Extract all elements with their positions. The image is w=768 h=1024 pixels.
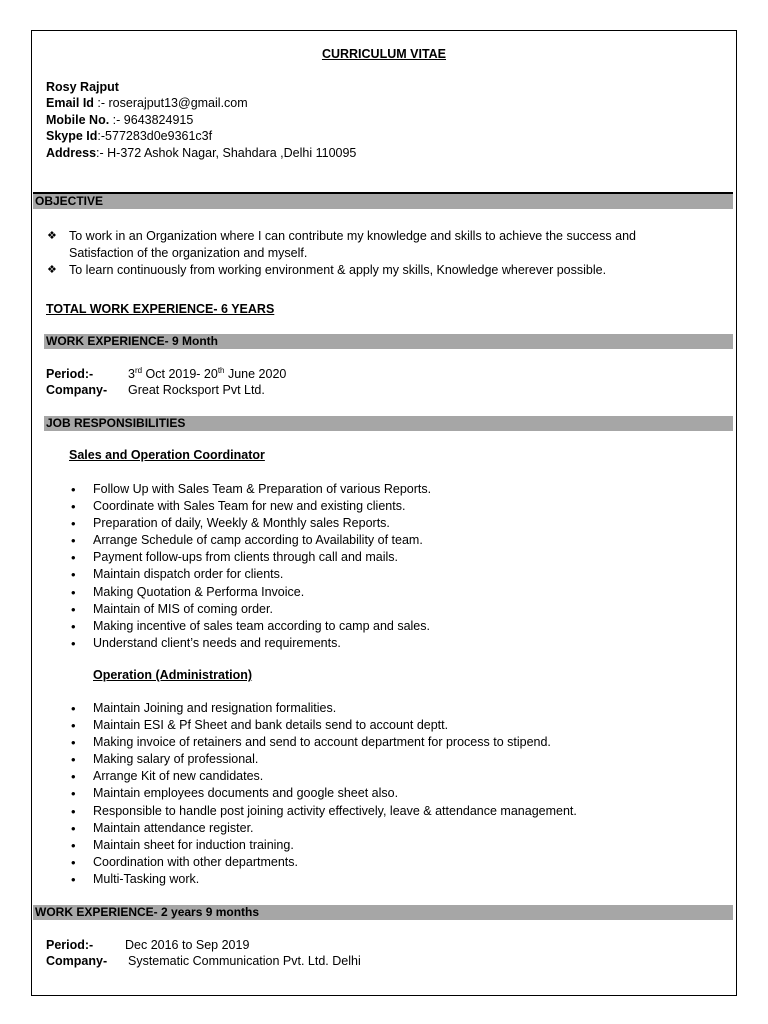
address-label: Address [46, 146, 97, 160]
objective-item-text: Satisfaction of the organization and myself. [69, 246, 308, 261]
role1-list [93, 481, 431, 652]
document-title: CURRICULUM VITAE [321, 47, 447, 61]
responsibility-item-text: Maintain of MIS of coming order. [93, 601, 273, 616]
responsibility-item [93, 734, 577, 751]
responsibility-item [93, 871, 577, 888]
objective-item-text: To learn continuously from working environment & apply my skills, Knowledge wherever possible. [69, 263, 607, 278]
responsibility-item [93, 584, 431, 601]
responsibility-item-text: Arrange Schedule of camp according to Availability of team. [93, 533, 423, 548]
responsibility-item-text: Coordinate with Sales Team for new and existing clients. [93, 499, 406, 514]
objective-item [69, 262, 636, 279]
responsibility-item-text: Preparation of daily, Weekly & Monthly sales Reports. [93, 516, 390, 531]
responsibility-item [93, 837, 577, 854]
experience2-company-value: Systematic Communication Pvt. Ltd. Delhi [128, 954, 361, 968]
mobile-line [46, 112, 193, 129]
objective-heading: OBJECTIVE [33, 194, 733, 209]
responsibility-item-text: Multi-Tasking work. [93, 871, 200, 886]
experience1-company-label: Company- [46, 383, 108, 397]
responsibility-item [93, 820, 577, 837]
experience1-period-label: Period:- [46, 367, 94, 381]
responsibility-item-text: Maintain attendance register. [93, 820, 254, 835]
responsibility-item [93, 803, 577, 820]
responsibility-item [93, 601, 431, 618]
address-value: :- H-372 Ashok Nagar, Shahdara ,Delhi 110095 [96, 146, 357, 160]
responsibility-item [93, 498, 431, 515]
responsibility-item [93, 717, 577, 734]
address-line [46, 145, 356, 162]
experience2-company-label: Company- [46, 954, 108, 968]
responsibility-item [93, 635, 431, 652]
candidate-name: Rosy Rajput [46, 80, 119, 94]
responsibility-item-text: Responsible to handle post joining activity effectively, leave & attendance management. [93, 803, 577, 818]
mobile-value: :- 9643824915 [109, 113, 194, 127]
mobile-label: Mobile No. [46, 113, 110, 127]
responsibility-item-text: Arrange Kit of new candidates. [93, 769, 264, 784]
period-end-suffix: th [217, 365, 225, 375]
period-middle: Oct 2019- 20 [142, 367, 218, 381]
responsibility-item-text: Maintain Joining and resignation formalities. [93, 701, 337, 715]
experience1-period-value [128, 366, 286, 383]
responsibility-item-text: Payment follow-ups from clients through call and mails. [93, 550, 398, 565]
experience1-company-value: Great Rocksport Pvt Ltd. [128, 383, 265, 397]
responsibility-item-text: Making Quotation & Performa Invoice. [93, 584, 305, 599]
responsibility-item-text: Coordination with other departments. [93, 854, 298, 869]
responsibility-item-text: Maintain ESI & Pf Sheet and bank details send to account deptt. [93, 718, 449, 733]
responsibility-item-text: Follow Up with Sales Team & Preparation of various Reports. [93, 482, 432, 496]
period-start-day: 3 [128, 367, 135, 381]
objective-item [69, 228, 636, 245]
experience2-period-label: Period:- [46, 938, 94, 952]
responsibility-item [93, 481, 431, 498]
responsibility-item-text: Understand client’s needs and requirements. [93, 635, 341, 650]
responsibility-item [93, 549, 431, 566]
responsibilities-heading: JOB RESPONSIBILITIES [44, 416, 733, 431]
responsibility-item-text: Maintain employees documents and google sheet also. [93, 786, 399, 801]
responsibility-item [93, 618, 431, 635]
responsibility-item-text: Making incentive of sales team according to camp and sales. [93, 618, 430, 633]
skype-line [46, 128, 212, 145]
responsibility-item [93, 566, 431, 583]
objective-list [69, 228, 636, 279]
skype-value: :-577283d0e9361c3f [97, 129, 213, 143]
email-label: Email Id [46, 96, 94, 110]
responsibility-item-text: Maintain sheet for induction training. [93, 837, 294, 852]
responsibility-item [93, 515, 431, 532]
skype-label: Skype Id [46, 129, 98, 143]
experience1-heading: WORK EXPERIENCE- 9 Month [44, 334, 733, 349]
responsibility-item [93, 700, 577, 717]
objective-item-text: To work in an Organization where I can contribute my knowledge and skills to achieve the success and [69, 229, 636, 243]
total-experience: TOTAL WORK EXPERIENCE- 6 YEARS [46, 302, 275, 316]
responsibility-item [93, 751, 577, 768]
experience2-heading: WORK EXPERIENCE- 2 years 9 months [33, 905, 733, 920]
role2-list [93, 700, 577, 888]
period-start-suffix: rd [134, 365, 143, 375]
responsibility-item-text: Maintain dispatch order for clients. [93, 567, 284, 582]
role2-title: Operation (Administration) [93, 668, 253, 682]
responsibility-item-text: Making salary of professional. [93, 752, 259, 767]
responsibility-item [93, 785, 577, 802]
email-line [46, 95, 248, 112]
responsibility-item [93, 768, 577, 785]
experience2-period-value: Dec 2016 to Sep 2019 [125, 938, 250, 952]
role1-title: Sales and Operation Coordinator [69, 448, 265, 462]
email-value: :- roserajput13@gmail.com [93, 96, 248, 110]
period-end: June 2020 [224, 367, 287, 381]
responsibility-item-text: Making invoice of retainers and send to account department for process to stipend. [93, 735, 551, 750]
responsibility-item [93, 532, 431, 549]
objective-item-continuation [69, 245, 636, 262]
responsibility-item [93, 854, 577, 871]
